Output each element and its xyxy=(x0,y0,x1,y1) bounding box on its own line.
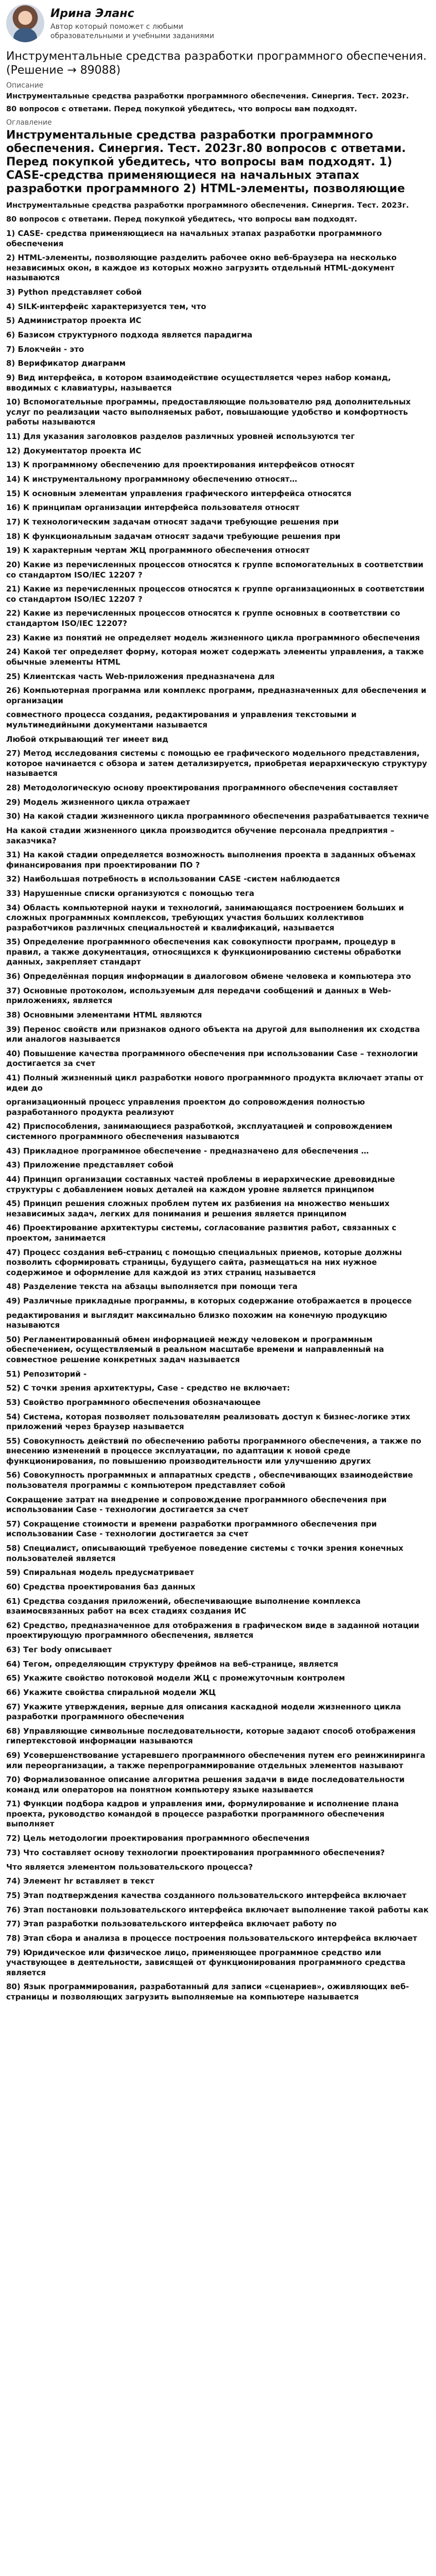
question-item: 12) Документатор проекта ИС xyxy=(6,446,142,455)
question-item: 43) Прикладное программное обеспечение - предназначено для обеспечения … xyxy=(6,1146,369,1156)
question-item: 61) Средства создания приложений, обеспечивающие выполнение комплекса взаимосвязанных работ на всех стадиях создания ИС xyxy=(6,1596,361,1616)
question-item: 60) Средства проектирования баз данных xyxy=(6,1582,196,1591)
question-item: 18) К функциональным задачам относят задачи требующие решения при xyxy=(6,531,341,541)
question-item: Что является элементом пользовательского процесса? xyxy=(6,1862,253,1872)
question-item: 53) Свойство программного обеспечения обозначающее xyxy=(6,1397,261,1407)
question-item: 49) Различные прикладные программы, в которых содержание отображается в процессе xyxy=(6,1296,412,1306)
question-item: 6) Базисом структурного подхода является парадигма xyxy=(6,330,253,340)
contents-label: Оглавление xyxy=(6,118,52,127)
question-item: 70) Формализованное описание алгоритма решения задачи в виде последовательности команд или операторов на понятном компьютеру языке называется xyxy=(6,1775,405,1794)
question-item: 3) Python представляет собой xyxy=(6,287,142,297)
question-item: 68) Управляющие символьные последовательности, которые задают способ отображения гипертекстовой информации называются xyxy=(6,1726,416,1746)
question-list xyxy=(6,229,430,2002)
question-item: 16) К принципам организации интерфейса пользователя относят xyxy=(6,503,300,513)
question-item: 63) Тег body описывает xyxy=(6,1645,112,1654)
question-item: 46) Проектирование архитектуры системы, согласование развития работ, связанных с проектом, занимается xyxy=(6,1223,397,1243)
author-card xyxy=(6,3,430,47)
question-item: 73) Что составляет основу технологии проектирования программного обеспечения? xyxy=(6,1848,385,1857)
question-item: 37) Основные протоколом, используемым для передачи сообщений и данных в Web- приложениях, является xyxy=(6,986,391,1006)
question-item: Сокращение затрат на внедрение и сопровождение программного обеспечения при использовании Case - технологии достигается за счет xyxy=(6,1495,387,1515)
contents-intro-1: Инструментальные средства разработки программного обеспечения. Синергия. Тест. 2023г. xyxy=(6,201,409,210)
question-item: 5) Администратор проекта ИС xyxy=(6,316,142,326)
question-item: 41) Полный жизненный цикл разработки нового программного продукта включает этапы от идеи до xyxy=(6,1073,424,1093)
question-item: редактирования и выглядит максимально близко похожим на конечную продукцию называются xyxy=(6,1310,388,1330)
question-item: 50) Регламентированный обмен информацией между человеком и программным обеспечением, осуществляемый в реальном масштабе времени и направленный на совместное решение конкретных задач называется xyxy=(6,1334,385,1364)
question-item: 74) Элемент hr вставляет в текст xyxy=(6,1876,154,1886)
description-label: Описание xyxy=(6,81,44,90)
question-item: 52) С точки зрения архитектуры, Case - средство не включает: xyxy=(6,1383,290,1393)
question-item: 51) Репозиторий - xyxy=(6,1369,87,1379)
question-item: 22) Какие из перечисленных процессов относятся к группе основных в соответствии со стандартом ISO/IEC 12207? xyxy=(6,608,400,628)
question-item: 75) Этап подтверждения качества созданного пользовательского интерфейса включает xyxy=(6,1890,407,1900)
question-item: 78) Этап сбора и анализа в процессе построения пользовательского интерфейса включает xyxy=(6,1933,417,1943)
question-item: 43) Приложение представляет собой xyxy=(6,1160,174,1170)
question-item: 20) Какие из перечисленных процессов относятся к группе вспомогательных в соответствии со стандартом ISO/IEC 12207 ? xyxy=(6,560,424,580)
question-item: 76) Этап постановки пользовательского интерфейса включает выполнение такой работы как xyxy=(6,1905,429,1914)
question-item: 27) Метод исследования системы с помощью ее графического модельного представления, которое начинается с обзора и затем детализируется, приобретая иерархическую структуру называется xyxy=(6,749,427,778)
author-info xyxy=(50,4,220,41)
question-item: 4) SILK-интерфейс характеризуется тем, что xyxy=(6,301,206,311)
question-item: 69) Усовершенствование устаревшего программного обеспечения путем его реинжиниринга или переорганизации, а также перепрограммирование отдельных элементов называют xyxy=(6,1751,426,1770)
question-item: 67) Укажите утверждения, верные для описания каскадной модели жизненного цикла разработки программного обеспечения xyxy=(6,1702,402,1722)
question-item: 62) Средство, предназначенное для отображения в графическом виде в заданной нотации проектирующую программного обеспечения, является xyxy=(6,1620,420,1640)
question-item: 1) CASE- средства применяющиеся на начальных этапах разработки программного обеспечения xyxy=(6,229,382,248)
question-item: 54) Система, которая позволяет пользователям реализовать доступ к бизнес-логике этих приложений через браузер называется xyxy=(6,1412,411,1432)
question-item: 8) Верификатор диаграмм xyxy=(6,359,126,368)
question-item: На какой стадии жизненного цикла производится обучение персонала предприятия – заказчика? xyxy=(6,826,394,845)
question-item: 2) HTML-элементы, позволяющие разделить рабочее окно веб-браузера на несколько независимых окон, в каждое из которых можно загрузить отдельный HTML-документ называются xyxy=(6,253,397,283)
question-item: 42) Приспособления, занимающиеся разработкой, эксплуатацией и сопровождением системного программного обеспечения называются xyxy=(6,1122,393,1141)
author-description: Автор который поможет с любыми образовательными и учебными заданиями xyxy=(50,23,215,40)
question-item: 71) Функции подбора кадров и управления ими, формулирование и исполнение плана проекта, руководство командой в процессе разработки программного обеспечения выполняет xyxy=(6,1799,399,1829)
question-item: 72) Цель методологии проектирования программного обеспечения xyxy=(6,1834,310,1843)
question-item: 59) Спиральная модель предусматривает xyxy=(6,1568,194,1578)
question-item: 24) Какой тег определяет форму, которая может содержать элементы управления, а также обычные элементы HTML xyxy=(6,647,424,667)
question-item: 64) Тегом, определяющим структуру фреймов на веб-странице, является xyxy=(6,1659,339,1669)
question-item: 45) Принцип решения сложных проблем путем их разбиения на множество меньших независимых задач, легких для понимания и решения является принципом xyxy=(6,1199,390,1218)
question-item: 21) Какие из перечисленных процессов относятся к группе организационных в соответствии со стандартом ISO/IEC 12207 ? xyxy=(6,584,425,604)
question-item: организационный процесс управления проектом до сопровождения полностью разработанного продукта реализуют xyxy=(6,1097,365,1117)
author-name[interactable]: Ирина Эланс xyxy=(50,7,134,20)
question-item: 66) Укажите свойства спиральной модели ЖЦ xyxy=(6,1688,216,1697)
question-item: 57) Сокращение стоимости и времени разработки программного обеспечения при использовании Case - технологии достигается за счет xyxy=(6,1519,377,1539)
question-item: 15) К основным элементам управления графического интерфейса относятся xyxy=(6,488,352,498)
question-item: 34) Область компьютерной науки и технологий, занимающаяся построением больших и сложных программных комплексов, требующих участия больших коллективов разработчиков различных специальностей и квалификаций, называется xyxy=(6,903,404,933)
question-item: 35) Определение программного обеспечения как совокупности программ, процедур в правил, а также документация, относящихся к функционированию системы обработки данных, закрепляет стандарт xyxy=(6,937,402,967)
question-item: 38) Основными элементами HTML являются xyxy=(6,1010,202,1020)
question-item: 19) К характерным чертам ЖЦ программного обеспечения относят xyxy=(6,546,310,555)
question-item: 33) Нарушенные списки организуются с помощью тега xyxy=(6,889,254,899)
contents-heading: Инструментальные средства разработки программного обеспечения. Синергия. Тест. 2023г.80 вопросов с ответами. Перед покупкой убедитесь, что вопросы вам подходят. 1) CASE-средства применяющиеся на начальных этапах разработки программного 2) HTML-элементы, позволяющие xyxy=(6,129,406,195)
question-item: 14) К инструментальному программному обеспечению относят… xyxy=(6,474,298,484)
question-item: 13) К программному обеспечению для проектирования интерфейсов относят xyxy=(6,460,355,470)
question-item: 29) Модель жизненного цикла отражает xyxy=(6,797,190,807)
question-item: 77) Этап разработки пользовательского интерфейса включает работу по xyxy=(6,1919,337,1929)
question-item: 39) Перенос свойств или признаков одного объекта на другой для выполнения их сходства или аналогов называется xyxy=(6,1024,420,1044)
question-item: 79) Юридическое или физическое лицо, применяющее программное средство или участвующее в деятельности, зависящей от функционирования программного средства является xyxy=(6,1947,406,1977)
question-item: 55) Совокупность действий по обеспечению работы программного обеспечения, а также по внесению изменений в процессе эксплуатации, по адаптации к новой среде функционирования, по повышению производительности или улучшению других xyxy=(6,1436,422,1466)
question-item: 44) Принцип организации составных частей проблемы в иерархические древовидные структуры с добавлением новых деталей на каждом уровне является принципом xyxy=(6,1175,395,1194)
question-item: 80) Язык программирования, разработанный для записи «сценариев», оживляющих веб-страницы и позволяющих загрузить выполняемые на компьютере называется xyxy=(6,1982,409,2002)
contents-intro-2: 80 вопросов с ответами. Перед покупкой убедитесь, что вопросы вам подходят. xyxy=(6,215,357,224)
question-item: 65) Укажите свойство потоковой модели ЖЦ с промежуточным контролем xyxy=(6,1673,345,1683)
question-item: 11) Для указания заголовков разделов различных уровней используются тег xyxy=(6,431,355,441)
question-item: 40) Повышение качества программного обеспечения при использовании Case – технологии достигается за счет xyxy=(6,1048,418,1069)
question-item: 25) Клиентская часть Web-приложения предназначена для xyxy=(6,671,275,681)
question-item: 31) На какой стадии определяется возможность выполнения проекта в заданных объемах финансирования при проектировании ПО ? xyxy=(6,850,416,870)
description-text-1: Инструментальные средства разработки программного обеспечения. Синергия. Тест. 2023г. xyxy=(6,92,409,100)
question-item: 58) Специалист, описывающий требуемое поведение системы с точки зрения конечных пользователей является xyxy=(6,1544,404,1563)
page-title: Инструментальные средства разработки программного обеспечения. (Решение → 89088) xyxy=(6,50,427,77)
question-item: совместного процесса создания, редактирования и управления текстовыми и мультимедийными документами называется xyxy=(6,710,357,730)
question-item: 28) Методологическую основу проектирования программного обеспечения составляет xyxy=(6,783,398,792)
question-item: 47) Процесс создания веб-страниц с помощью специальных приемов, которые должны позволить сформировать страницы, будущего сайта, размещаться на них нужное содержимое и оформление для каждой из этих страниц называется xyxy=(6,1247,402,1277)
question-item: 23) Какие из понятий не определяет модель жизненного цикла программного обеспечения xyxy=(6,633,420,642)
question-item: 30) На какой стадии жизненного цикла программного обеспечения разрабатывается техниче xyxy=(6,811,429,821)
question-item: 36) Определённая порция информации в диалоговом обмене человека и компьютера это xyxy=(6,972,411,981)
question-item: 17) К технологическим задачам относят задачи требующие решения при xyxy=(6,517,339,527)
question-item: 10) Вспомогательные программы, предоставляющие пользователю ряд дополнительных услуг по реализации часто выполняемых работ, повышающие удобство и комфортность работы называются xyxy=(6,397,411,427)
author-avatar[interactable] xyxy=(6,4,44,42)
question-item: 9) Вид интерфейса, в котором взаимодействие осуществляется через набор команд, вводимых с клавиатуры, называется xyxy=(6,373,391,393)
question-item: 56) Совокупность программных и аппаратных средств , обеспечивающих взаимодействие пользователя программы с компьютером представляет собой xyxy=(6,1470,413,1490)
question-item: 7) Блокчейн - это xyxy=(6,344,84,354)
description-text-2: 80 вопросов с ответами. Перед покупкой убедитесь, что вопросы вам подходят. xyxy=(6,105,357,113)
question-item: 26) Компьютерная программа или комплекс программ, предназначенных для обеспечения и организации xyxy=(6,686,427,705)
question-item: 32) Наибольшая потребность в использовании CASE -систем наблюдается xyxy=(6,874,340,884)
question-item: Любой открывающий тег имеет вид xyxy=(6,734,169,744)
question-item: 48) Разделение текста на абзацы выполняется при помощи тега xyxy=(6,1282,298,1292)
